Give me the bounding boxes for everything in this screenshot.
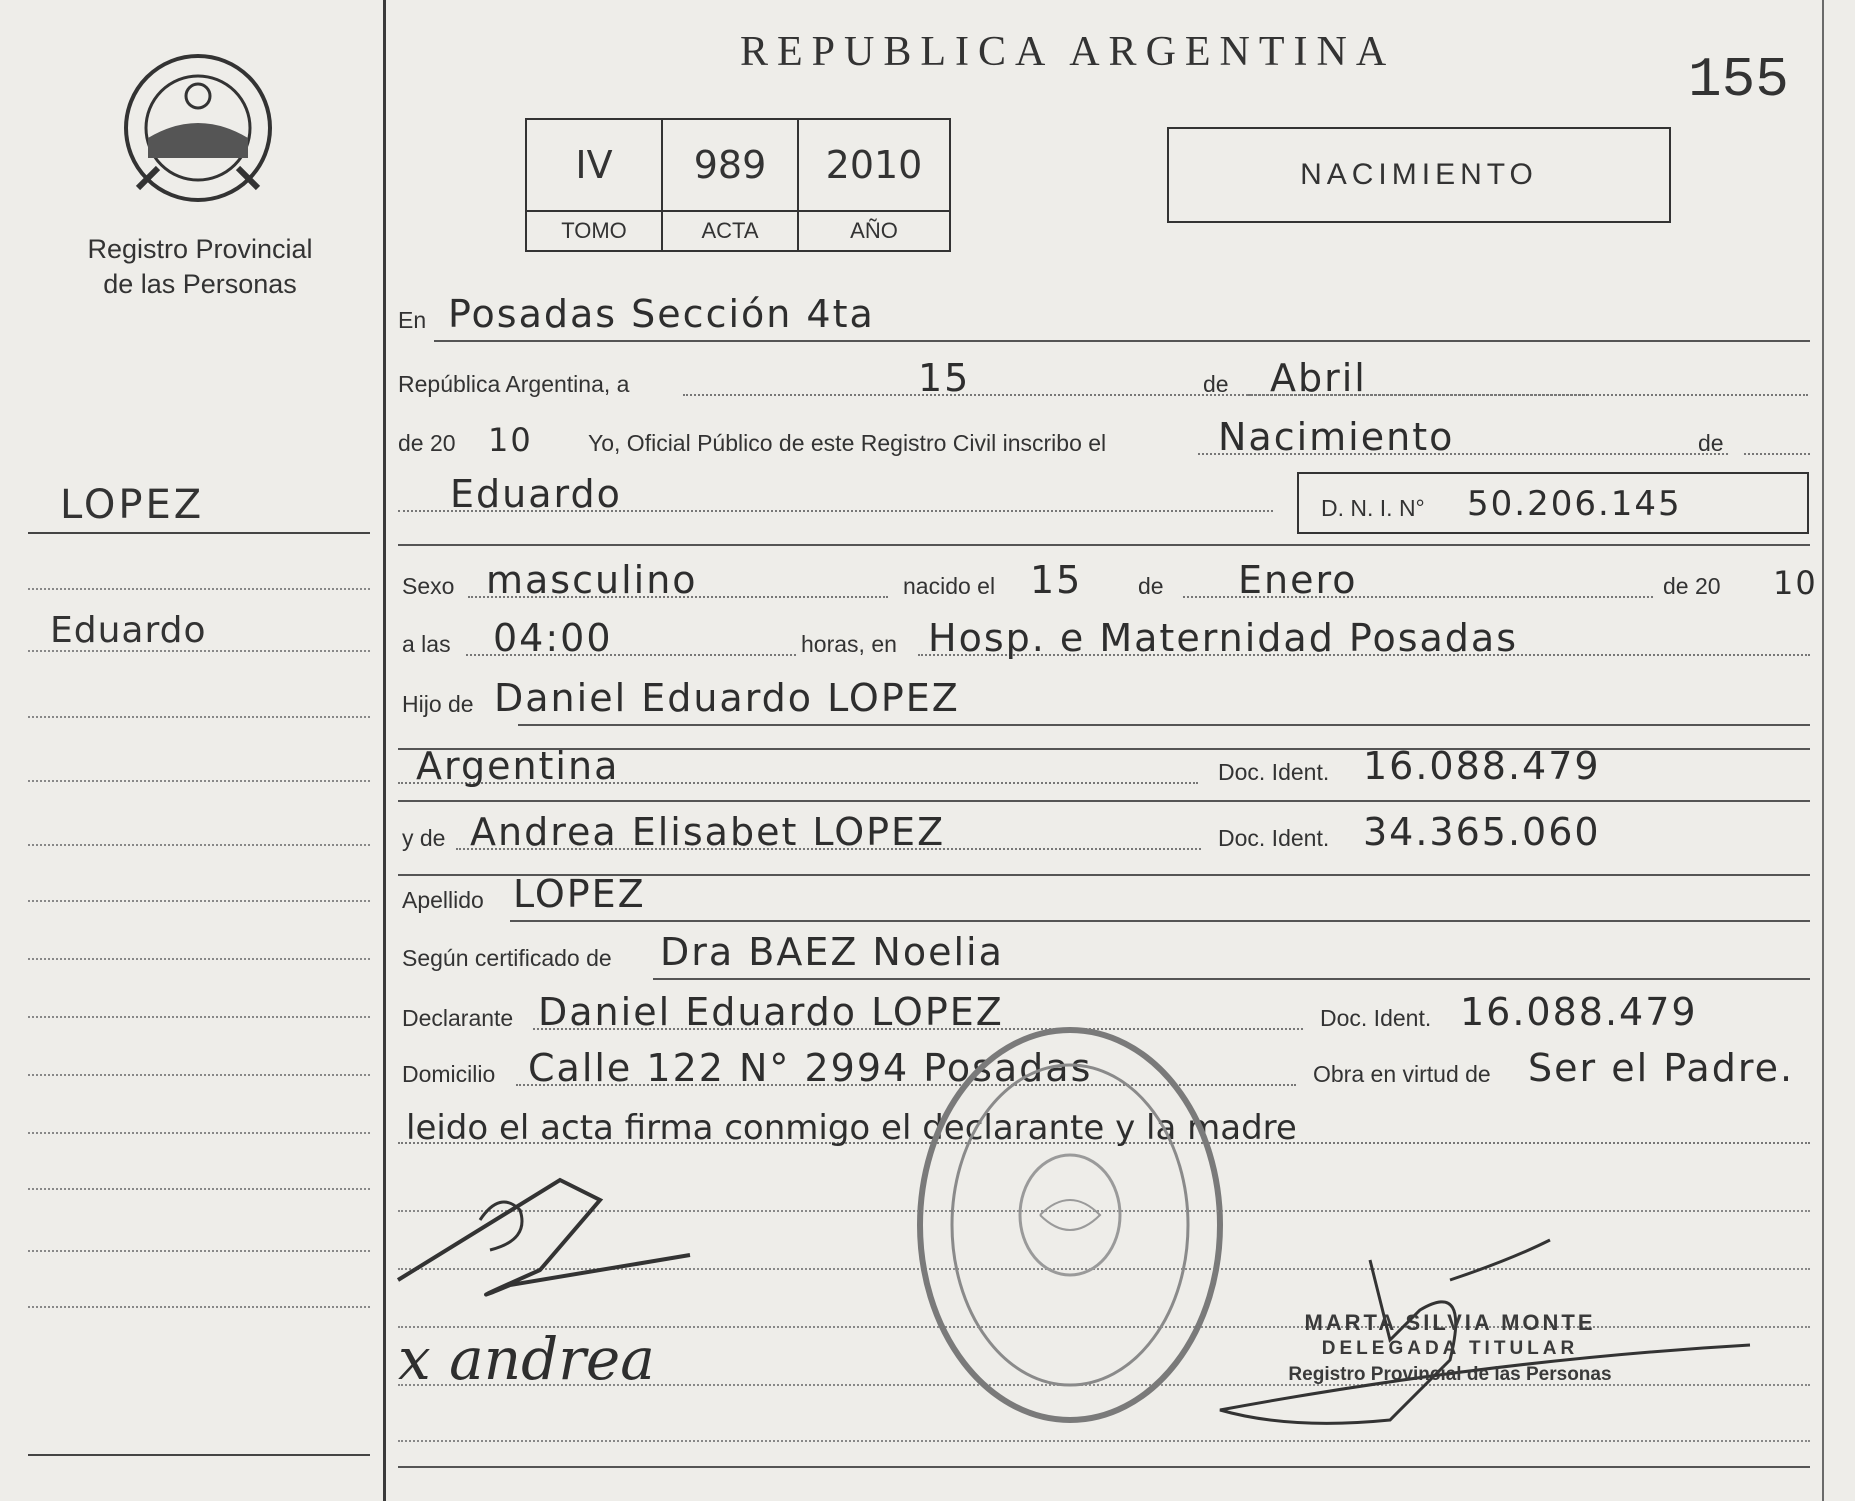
registry-name [40,232,360,302]
year-prefix-label: de 20 [398,430,456,456]
hijo-label: Hijo de [402,691,474,717]
margin-given-name: Eduardo [50,610,207,651]
obra-label: Obra en virtud de [1313,1061,1491,1087]
officer-signature-block [1265,1310,1635,1388]
segun-label: Según certificado de [402,945,612,971]
father-doc-value: 16.088.479 [1363,744,1601,788]
birth-month-value: Enero [1238,558,1358,602]
apellido-value: LOPEZ [513,872,646,916]
row-place [398,282,1810,342]
birth-time-value: 04:00 [493,616,613,660]
de-label-3: de [1138,573,1164,599]
mother-signature: x andrea [398,1325,655,1393]
event-value: Nacimiento [1218,415,1455,459]
mother-name-value: Andrea Elisabet LOPEZ [470,810,946,854]
acta-value: 989 [662,119,798,211]
officer-office: Registro Provincial de las Personas [1288,1364,1612,1385]
republica-label: República Argentina, a [398,371,630,397]
margin-line [28,780,370,782]
father-nationality-value: Argentina [416,744,620,788]
dni-box [1297,472,1809,534]
margin-line [28,900,370,902]
provincial-seal-icon [118,48,278,208]
page-number: 155 [1688,48,1789,112]
de-label-2: de [1698,430,1724,456]
row-mother [398,800,1810,860]
acta-label: ACTA [662,211,798,251]
row-date [398,346,1810,406]
registry-name-line1: Registro Provincial [87,234,313,264]
sexo-label: Sexo [402,573,455,599]
declarant-doc-value: 16.088.479 [1460,990,1698,1034]
tomo-value: IV [526,119,662,211]
margin-line [28,1454,370,1456]
row-father-doc [398,734,1810,794]
father-name-value: Daniel Eduardo LOPEZ [494,676,960,720]
en-label: En [398,307,427,333]
margin-line [28,1306,370,1308]
oficial-text: Yo, Oficial Público de este Registro Civil inscribo el [588,430,1107,456]
sex-value: masculino [486,558,698,602]
birth-place-value: Hosp. e Maternidad Posadas [928,616,1519,660]
declarant-name-value: Daniel Eduardo LOPEZ [538,990,1004,1034]
country-title: REPUBLICA ARGENTINA [740,29,1396,75]
registry-name-line2: de las Personas [103,269,297,299]
row-surname [398,862,1810,922]
row-father [398,666,1810,726]
dni-label: D. N. I. N° [1321,495,1425,521]
place-value: Posadas Sección 4ta [448,292,875,336]
doc-ident-label-3: Doc. Ident. [1320,1005,1432,1031]
margin-line [28,1016,370,1018]
nacido-label: nacido el [903,573,996,599]
month-value: Abril [1270,356,1367,400]
birth-year-suffix-value: 10 [1773,564,1818,602]
margin-line [28,1188,370,1190]
child-name-value: Eduardo [450,472,622,516]
margin-line [28,1132,370,1134]
anio-label: AÑO [798,211,950,251]
margin-line [28,716,370,718]
horas-label: horas, en [801,631,897,657]
apellido-label: Apellido [402,887,484,913]
de-label: de [1203,371,1229,397]
yde-label: y de [402,825,446,851]
margin-line [28,588,370,590]
row-sex-birth [398,548,1818,608]
day-value: 15 [918,356,971,400]
column-divider [383,0,386,1501]
row-rule [434,340,1810,342]
section-rule [398,544,1810,546]
margin-line [28,958,370,960]
address-value: Calle 122 N° 2994 Posadas [528,1046,1093,1090]
margin-line [28,650,370,652]
row-rule [518,724,1810,726]
margin-line [28,1074,370,1076]
book-reference-box [525,118,951,252]
row-child-name [398,462,1278,522]
doc-ident-label: Doc. Ident. [1218,759,1330,785]
margin-line [28,1250,370,1252]
margin-line [28,844,370,846]
dotted-fill [1744,453,1810,455]
row-time-place [398,606,1810,666]
mother-doc-value: 34.365.060 [1363,810,1601,854]
certificate-by-value: Dra BAEZ Noelia [660,930,1004,974]
doc-ident-label-2: Doc. Ident. [1218,825,1330,851]
margin-surname: LOPEZ [60,482,205,528]
dni-value: 50.206.145 [1467,484,1682,524]
declarante-label: Declarante [402,1005,514,1031]
record-type-box: NACIMIENTO [1167,127,1671,223]
margin-line [28,532,370,534]
row-event [398,405,1810,465]
officer-name: MARTA SILVIA MONTE [1304,1310,1596,1335]
alas-label: a las [402,631,451,657]
closing-text: leido el acta firma conmigo el declarante y la madre [406,1108,1297,1148]
officer-title: DELEGADA TITULAR [1321,1338,1579,1359]
row-certificate [398,920,1810,980]
reason-value: Ser el Padre. [1528,1046,1795,1090]
tomo-label: TOMO [526,211,662,251]
year-suffix-value: 10 [488,421,533,459]
anio-value: 2010 [798,119,950,211]
birth-day-value: 15 [1030,558,1083,602]
de20-label: de 20 [1663,573,1721,599]
domicilio-label: Domicilio [402,1061,496,1087]
